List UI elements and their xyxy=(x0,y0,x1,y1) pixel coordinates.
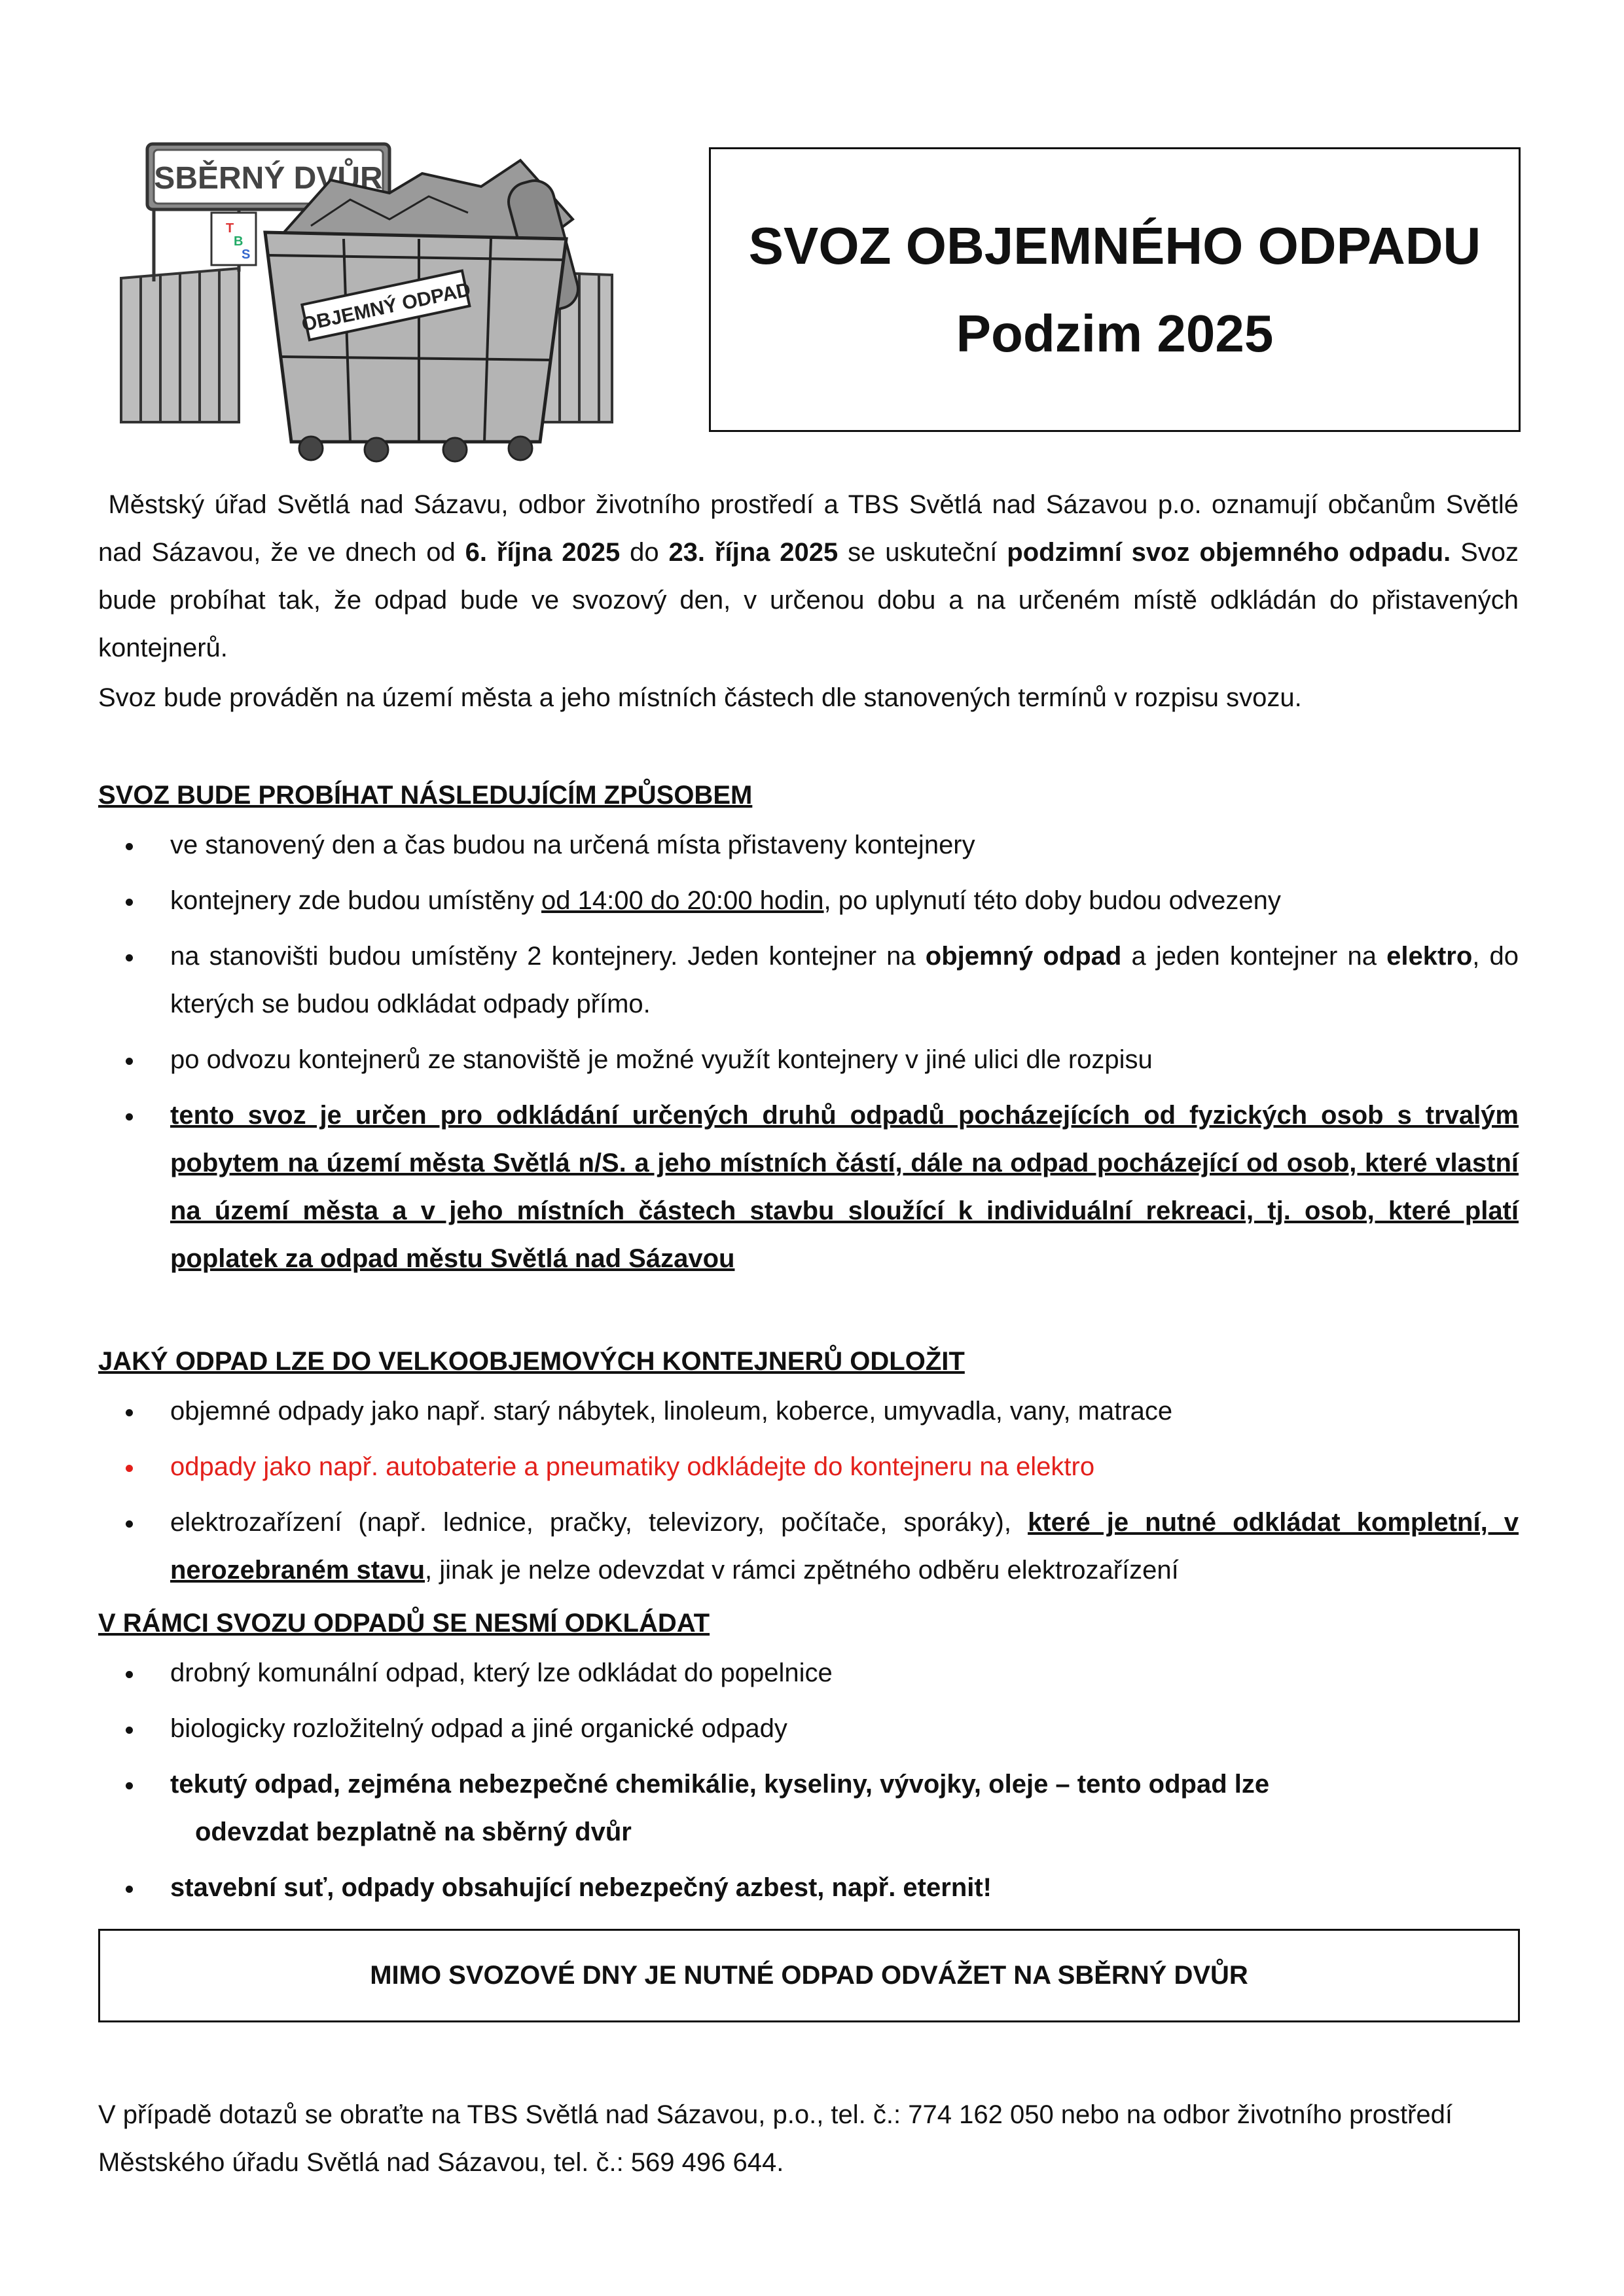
page-subtitle: Podzim 2025 xyxy=(956,304,1274,363)
list-item-text: ve stanovený den a čas budou na určená místa přistaveny kontejnery xyxy=(170,831,975,859)
intro-text: Svoz bude probíhat tak, že odpad bude ve svozový den, v určenou dobu a na určeném místě odkládán do přistavených kontejnerů. xyxy=(98,538,1519,662)
dumpster-illustration xyxy=(115,141,651,468)
page-title: SVOZ OBJEMNÉHO ODPADU xyxy=(748,216,1481,275)
list-item xyxy=(98,1864,1519,1912)
date-from: 6. října 2025 xyxy=(465,538,621,567)
sign-text: SBĚRNÝ DVŮR xyxy=(154,161,383,196)
procedure-list xyxy=(98,821,1519,1291)
eligibility-text: tento svoz je určen pro odkládání určených druhů odpadů pocházejících od fyzických osob s trvalým pobytem na území města Světlá n/S. a jeho místních částí, dále na odpad pocházející od osob, které vlastní na území města a v jeho místních částech stavbu sloužící k individuální rekreaci, tj. osob, které platí poplatek za odpad městu Světlá nad Sázavou xyxy=(170,1101,1519,1273)
list-item-text: odevzdat bezplatně na sběrný dvůr xyxy=(195,1818,632,1846)
list-item xyxy=(98,1761,1519,1856)
intro-text: Městský úřad Světlá nad Sázavu, odbor životního prostředí a TBS Světlá nad Sázavou p.o. oznamují občanům Světlé nad Sázavou, že ve dnech od xyxy=(98,490,1519,567)
list-item-text: , jinak je nelze odevzdat v rámci zpětného odběru elektrozařízení xyxy=(425,1556,1179,1585)
section-heading-procedure: SVOZ BUDE PROBÍHAT NÁSLEDUJÍCÍM ZPŮSOBEM xyxy=(98,781,753,810)
list-item-emphasis: které je nutné odkládat kompletní, v nerozebraném stavu xyxy=(170,1508,1519,1585)
intro-bold-text: podzimní svoz objemného odpadu. xyxy=(1007,538,1451,567)
list-item-text: a jeden kontejner na xyxy=(1121,942,1387,971)
notice-box: MIMO SVOZOVÉ DNY JE NUTNÉ ODPAD ODVÁŽET NA SBĚRNÝ DVŮR xyxy=(98,1929,1520,2022)
list-item-text: , po uplynutí této doby budou odvezeny xyxy=(823,886,1281,915)
list-item-text: na stanovišti budou umístěny 2 kontejnery. Jeden kontejner na xyxy=(170,942,926,971)
contact-paragraph: V případě dotazů se obraťte na TBS Světlá nad Sázavou, p.o., tel. č.: 774 162 050 nebo na odbor životního prostředí Městského úřadu Světlá nad Sázavou, tel. č.: 569 496 644. xyxy=(98,2100,1453,2177)
svg-text:T: T xyxy=(226,221,234,236)
date-to: 23. října 2025 xyxy=(668,538,839,567)
title-box xyxy=(709,147,1521,432)
forbidden-list xyxy=(98,1649,1519,1920)
collection-hours: od 14:00 do 20:00 hodin xyxy=(541,886,824,915)
list-item-text: objemné odpady jako např. starý nábytek, linoleum, koberce, umyvadla, vany, matrace xyxy=(170,1397,1173,1426)
list-item-text: stavební suť, odpady obsahující nebezpečný azbest, např. eternit! xyxy=(170,1873,992,1902)
list-item xyxy=(98,821,1519,869)
list-item-text: tekutý odpad, zejména nebezpečné chemikálie, kyseliny, vývojky, oleje – tento odpad lze xyxy=(170,1770,1270,1799)
list-item-text: po odvozu kontejnerů ze stanoviště je možné využít kontejnery v jiné ulici dle rozpisu xyxy=(170,1045,1153,1074)
intro-paragraph-2: Svoz bude prováděn na území města a jeho místních částech dle stanovených termínů v rozpisu svozu. xyxy=(98,683,1302,712)
list-item-text: elektrozařízení (např. lednice, pračky, televizory, počítače, sporáky), xyxy=(170,1508,1028,1537)
list-item-text: kontejnery zde budou umístěny xyxy=(170,886,542,915)
list-item xyxy=(98,1443,1519,1491)
intro-text: do xyxy=(620,538,669,567)
list-item xyxy=(98,933,1519,1028)
list-item xyxy=(98,1388,1519,1435)
intro-paragraph xyxy=(98,481,1519,672)
list-item-text: , do kterých se budou odkládat odpady přímo. xyxy=(170,942,1519,1018)
list-item-text: odpady jako např. autobaterie a pneumatiky odkládejte do kontejneru na elektro xyxy=(170,1452,1095,1481)
list-item xyxy=(98,1499,1519,1594)
list-item-bold: elektro xyxy=(1386,942,1473,971)
list-item xyxy=(98,1036,1519,1084)
container-label: OBJEMNÝ ODPAD xyxy=(300,278,473,336)
list-item xyxy=(98,1649,1519,1697)
list-item-bold: objemný odpad xyxy=(925,942,1122,971)
svg-text:S: S xyxy=(242,247,251,262)
list-item-text: biologicky rozložitelný odpad a jiné organické odpady xyxy=(170,1714,787,1743)
svg-text:B: B xyxy=(234,234,244,249)
section-heading-allowed: JAKÝ ODPAD LZE DO VELKOOBJEMOVÝCH KONTEJNERŮ ODLOŽIT xyxy=(98,1347,965,1376)
list-item-text: drobný komunální odpad, který lze odkládat do popelnice xyxy=(170,1659,833,1687)
allowed-list xyxy=(98,1388,1519,1602)
list-item xyxy=(98,1092,1519,1283)
list-item xyxy=(98,1705,1519,1753)
section-heading-forbidden: V RÁMCI SVOZU ODPADŮ SE NESMÍ ODKLÁDAT xyxy=(98,1609,710,1638)
list-item xyxy=(98,877,1519,925)
intro-text: se uskuteční xyxy=(838,538,1007,567)
